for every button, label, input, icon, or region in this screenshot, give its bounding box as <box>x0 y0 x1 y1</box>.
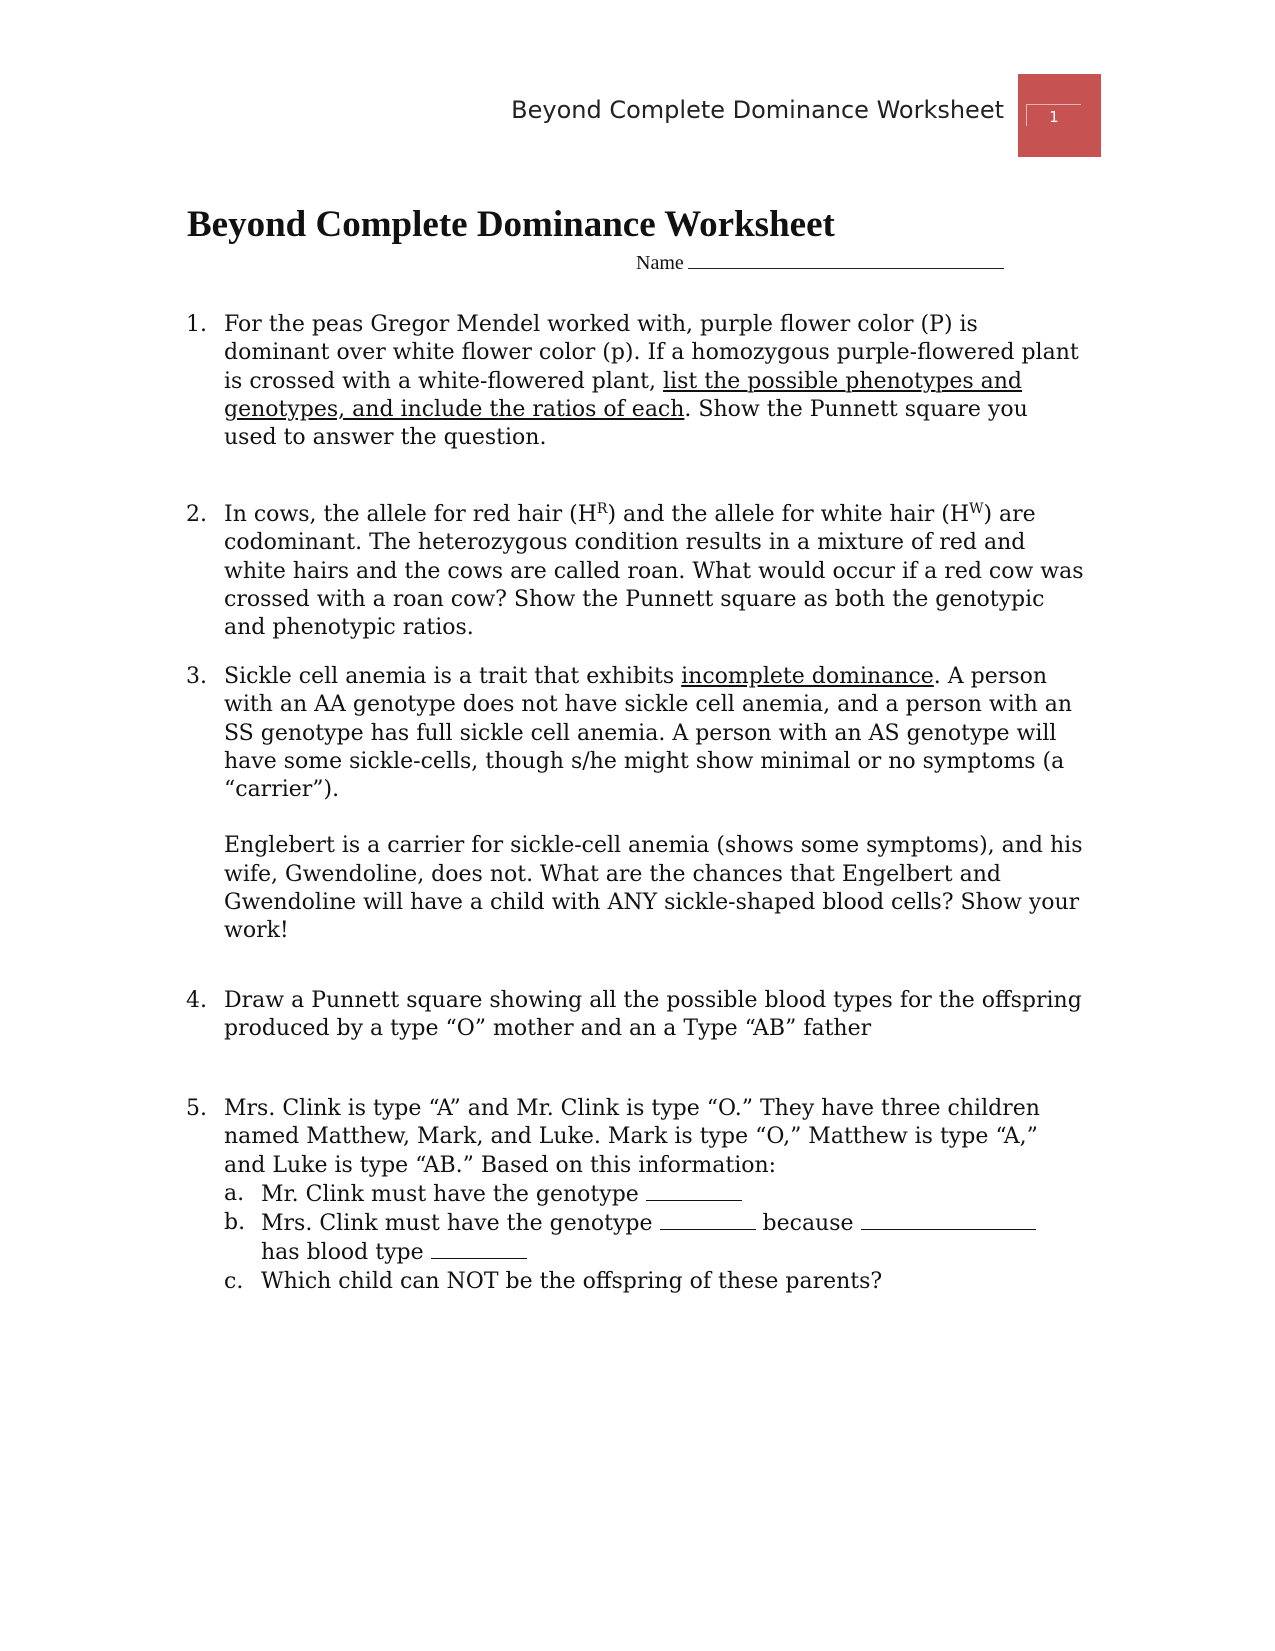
header-title: Beyond Complete Dominance Worksheet <box>511 96 1004 124</box>
sub-question-a <box>224 1180 1086 1209</box>
question-number: 3. <box>186 664 207 689</box>
question-number: 1. <box>186 312 207 337</box>
question-text-tail: . Show the Punnett square you used to answer the question. <box>224 396 1028 451</box>
answer-blank <box>861 1209 1036 1230</box>
question-2 <box>186 501 1086 642</box>
question-text: Mrs. Clink is type “A” and Mr. Clink is type “O.” They have three children named Matthew, Mark, and Luke. Mark is type “O,” Matthew is type “A,” and Luke is type “AB.” Based on this information: <box>224 1096 1040 1178</box>
sub-label: c. <box>224 1268 244 1294</box>
sub-text: Mr. Clink must have the genotype <box>261 1181 639 1207</box>
question-5 <box>186 1095 1086 1296</box>
sub-text: Which child can NOT be the offspring of these parents? <box>261 1268 883 1294</box>
answer-blank <box>660 1209 756 1230</box>
name-blank-line <box>688 248 1004 269</box>
name-label: Name <box>636 252 684 274</box>
answer-blank <box>646 1180 742 1201</box>
sub-question-b <box>224 1209 1086 1268</box>
question-text: ) and the allele for white hair (H <box>607 502 970 527</box>
question-4 <box>186 987 1086 1044</box>
question-number: 5. <box>186 1096 207 1121</box>
sub-text-line2: has blood type <box>261 1240 424 1266</box>
question-text: ) are codominant. The heterozygous condition results in a mixture of red and white hairs and the cows are called roan. What would occur if a red cow was crossed with a roan cow? Show the Punnett square as both the genotypic and phenotypic ratios. <box>224 502 1084 641</box>
sub-label: b. <box>224 1210 246 1236</box>
question-text-tail: . A person with an AA genotype does not have sickle cell anemia, and a person with an SS genotype has full sickle cell anemia. A person with an AS genotype will have some sickle-cells, though s/he might show minimal or no symptoms (a “carrier”). <box>224 664 1073 803</box>
document-title: Beyond Complete Dominance Worksheet <box>187 204 835 245</box>
question-number: 2. <box>186 502 207 527</box>
question-paragraph-2: Englebert is a carrier for sickle-cell anemia (shows some symptoms), and his wife, Gwendoline, does not. What are the chances that Engelbert and Gwendoline will have a child with ANY sickle-shaped blood cells? Show your work! <box>224 833 1083 944</box>
answer-blank <box>431 1238 527 1259</box>
underlined-term: incomplete dominance <box>681 664 934 689</box>
question-text: Draw a Punnett square showing all the possible blood types for the offspring produced by a type “O” mother and an a Type “AB” father <box>224 988 1082 1042</box>
question-text: In cows, the allele for red hair (H <box>224 502 597 527</box>
question-3 <box>186 663 1086 946</box>
question-text: Sickle cell anemia is a trait that exhibits <box>224 664 675 689</box>
underlined-instruction: list the possible phenotypes and genotypes, and include the ratios of each <box>224 368 1023 422</box>
sub-text: Mrs. Clink must have the genotype <box>261 1211 653 1237</box>
allele-superscript-w: W <box>969 501 984 517</box>
question-1 <box>186 311 1086 452</box>
sub-question-c <box>224 1268 1086 1296</box>
page-number-badge <box>1018 74 1101 157</box>
page-number: 1 <box>1026 104 1081 126</box>
sub-label: a. <box>224 1180 245 1206</box>
name-field <box>636 248 1004 275</box>
allele-superscript-r: R <box>596 501 608 517</box>
question-text: For the peas Gregor Mendel worked with, purple flower color (P) is dominant over white flower color (p). If a homozygous purple-flowered plant is crossed with a white-flowered plant, <box>224 312 1079 394</box>
question-number: 4. <box>186 988 207 1013</box>
sub-text-middle: because <box>762 1211 854 1237</box>
